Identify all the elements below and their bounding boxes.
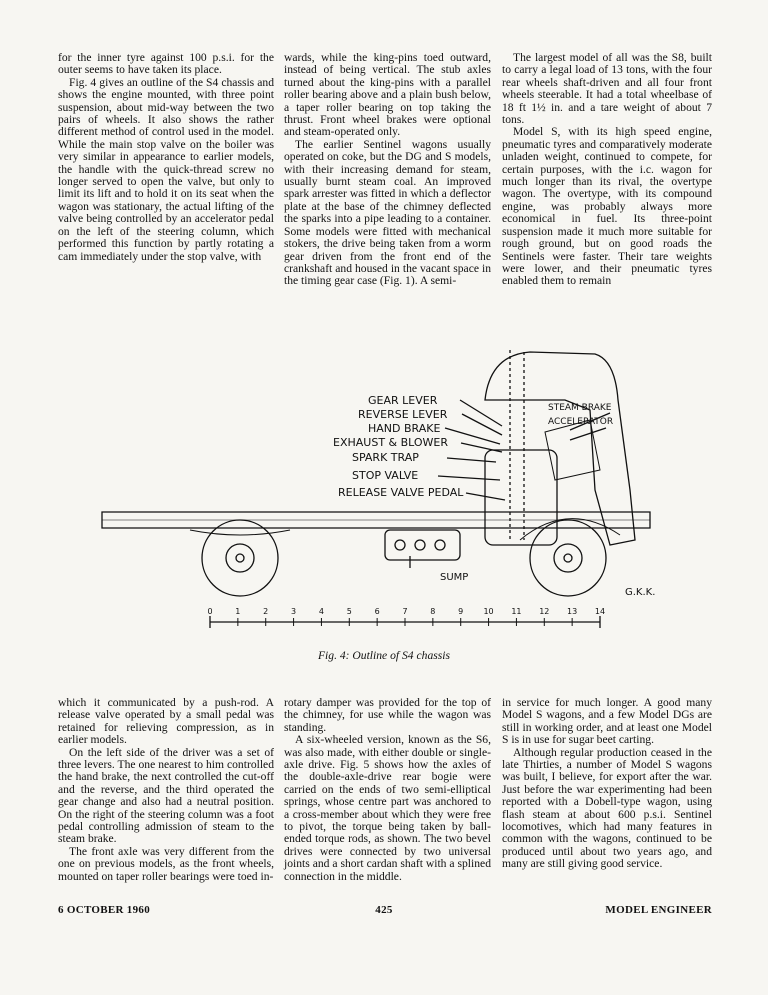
article-column-4 xyxy=(58,697,274,883)
article-column-5 xyxy=(284,697,491,883)
scale-tick-label: 11 xyxy=(511,607,522,616)
paragraph: for the inner tyre against 100 p.s.i. for the outer seems to have taken its place. xyxy=(58,51,274,77)
scale-tick-label: 10 xyxy=(483,607,494,616)
paragraph: in service for much longer. A good many Model S wagons, and a few Model DGs are still in working order, and at least one Model S is in use for sugar beet carting. xyxy=(502,696,712,747)
scale-tick-label: 4 xyxy=(318,607,324,616)
scale-tick-labels xyxy=(207,607,605,626)
cab-outline xyxy=(485,352,635,545)
label-reverse-lever: REVERSE LEVER xyxy=(358,408,448,421)
footer-magazine: MODEL ENGINEER xyxy=(605,904,712,916)
footer-page-number: 425 xyxy=(375,904,393,916)
article-column-1 xyxy=(58,52,274,263)
figure-caption: Fig. 4: Outline of S4 chassis xyxy=(317,649,451,662)
label-steam-brake: STEAM BRAKE xyxy=(548,403,612,413)
scale-tick-label: 5 xyxy=(346,607,352,616)
paragraph: rotary damper was provided for the top of the chimney, for use while the wagon was standing. xyxy=(284,696,491,734)
scale-tick-label: 1 xyxy=(235,607,241,616)
scale-tick-label: 6 xyxy=(374,607,380,616)
boiler xyxy=(485,450,557,545)
article-column-2 xyxy=(284,52,491,288)
artist-signature: G.K.K. xyxy=(625,587,656,598)
label-hand-brake: HAND BRAKE xyxy=(368,422,441,435)
paragraph: wards, while the king-pins toed outward, instead of being vertical. The stub axles turned about the king-pins with a parallel roller bearing above and a plain bush below, a taper roller bearing on top taking the thrust. Front wheel brakes were optional and steam-operated only. xyxy=(284,51,491,139)
paragraph: which it communicated by a push-rod. A release valve operated by a small pedal was retained for relieving compression, as in earlier models. xyxy=(58,696,274,747)
label-spark-trap: SPARK TRAP xyxy=(352,451,419,464)
paragraph: The front axle was very different from the one on previous models, as the front wheels, mounted on taper roller bearings were toed in- xyxy=(58,844,274,883)
scale-tick-label: 12 xyxy=(539,607,550,616)
article-column-6 xyxy=(502,697,712,871)
scale-tick-label: 14 xyxy=(594,607,606,616)
rear-wheel xyxy=(202,520,278,596)
footer-date: 6 OCTOBER 1960 xyxy=(58,904,151,916)
paragraph: Model S, with its high speed engine, pneumatic tyres and comparatively moderate unladen weight, continued to compete, for certain purposes, with the i.c. wagon for much longer than its rival, the overtype wagon. The overtype, with its compound engine, was probably always more economical in fuel. Its three-point suspension made it much more suitable for rough ground, but on good roads the Sentinels were faster. Their tare weights were lower, and their pneumatic tyres enabled them to remain xyxy=(502,125,712,288)
engine xyxy=(385,530,460,560)
label-release-valve-pedal: RELEASE VALVE PEDAL xyxy=(338,486,464,499)
scale-tick-label: 0 xyxy=(207,607,213,616)
paragraph: A six-wheeled version, known as the S6, was also made, with either double or single-axle drive. Fig. 5 shows how the axles of the double-axle-drive rear bogie were carried on the ends of two semi-elliptical springs, whose centre part was anchored to a cross-member about which they were free to pivot, the torque being taken by ball-ended torque rods, as shown. The two bevel drives were connected by two universal joints and a short cardan shaft with a splined connection in the middle. xyxy=(284,733,491,883)
scale-tick-label: 8 xyxy=(430,607,436,616)
label-stop-valve: STOP VALVE xyxy=(352,469,419,482)
article-column-3 xyxy=(502,52,712,288)
scale-tick-label: 13 xyxy=(567,607,578,616)
scale-tick-label: 3 xyxy=(291,607,297,616)
chassis-diagram xyxy=(90,340,710,630)
label-exhaust-blower: EXHAUST & BLOWER xyxy=(333,436,449,449)
paragraph: The largest model of all was the S8, built to carry a legal load of 13 tons, with the four rear wheels shaft-driven and all four front wheels steerable. It had a total wheelbase of 18 ft 1½ in. and a tare weight of about 7 tons. xyxy=(502,51,712,127)
paragraph: Fig. 4 gives an outline of the S4 chassis and shows the engine mounted, with three point suspension, about mid-way between the two pairs of wheels. It also shows the rather different method of control used in the model. While the main stop valve on the boiler was very similar in appearance to earlier models, the handle with the quick-thread screw no longer served to open the valve, but only to limit its lift and to hold it on its seat when the wagon was stationary, the actual lifting of the valve being controlled by an accelerator pedal on the left of the steering column, which performed this function by partly rotating a cam immediately under the stop valve, with xyxy=(58,75,274,263)
scale-tick-label: 9 xyxy=(458,607,464,616)
paragraph: The earlier Sentinel wagons usually operated on coke, but the DG and S models, with their increasing demand for steam, usually burnt steam coal. An improved spark arrester was fitted in which a deflector plate at the base of the chimney deflected the sparks into a pipe leading to a container. Some models were fitted with mechanical stokers, the drive being taken from a worm gear driven from the front end of the crankshaft and housed in the vacant space in the timing gear case (Fig. 1). A semi- xyxy=(284,137,491,288)
label-accelerator: ACCELERATOR xyxy=(548,417,614,427)
paragraph: Although regular production ceased in the late Thirties, a number of Model S wagons was built, I believe, for export after the war. Just before the war experimenting had been reported with a Dobell-type wagon, using flash steam at about 600 p.s.i. Sentinel locomotives, which had many features in common with the wagons, continued to be produced until about two years ago, and many are still giving good service. xyxy=(502,745,712,871)
front-wheel xyxy=(530,520,606,596)
label-sump: SUMP xyxy=(440,572,469,583)
paragraph: On the left side of the driver was a set of three levers. The one nearest to him controlled the hand brake, the next controlled the cut-off and the reverse, and the third operated the gear change and also had a neutral position. On the right of the steering column was a foot pedal controlling admission of steam to the steam brake. xyxy=(58,745,274,846)
label-gear-lever: GEAR LEVER xyxy=(368,394,438,407)
scale-tick-label: 2 xyxy=(263,607,269,616)
scale-tick-label: 7 xyxy=(402,607,408,616)
